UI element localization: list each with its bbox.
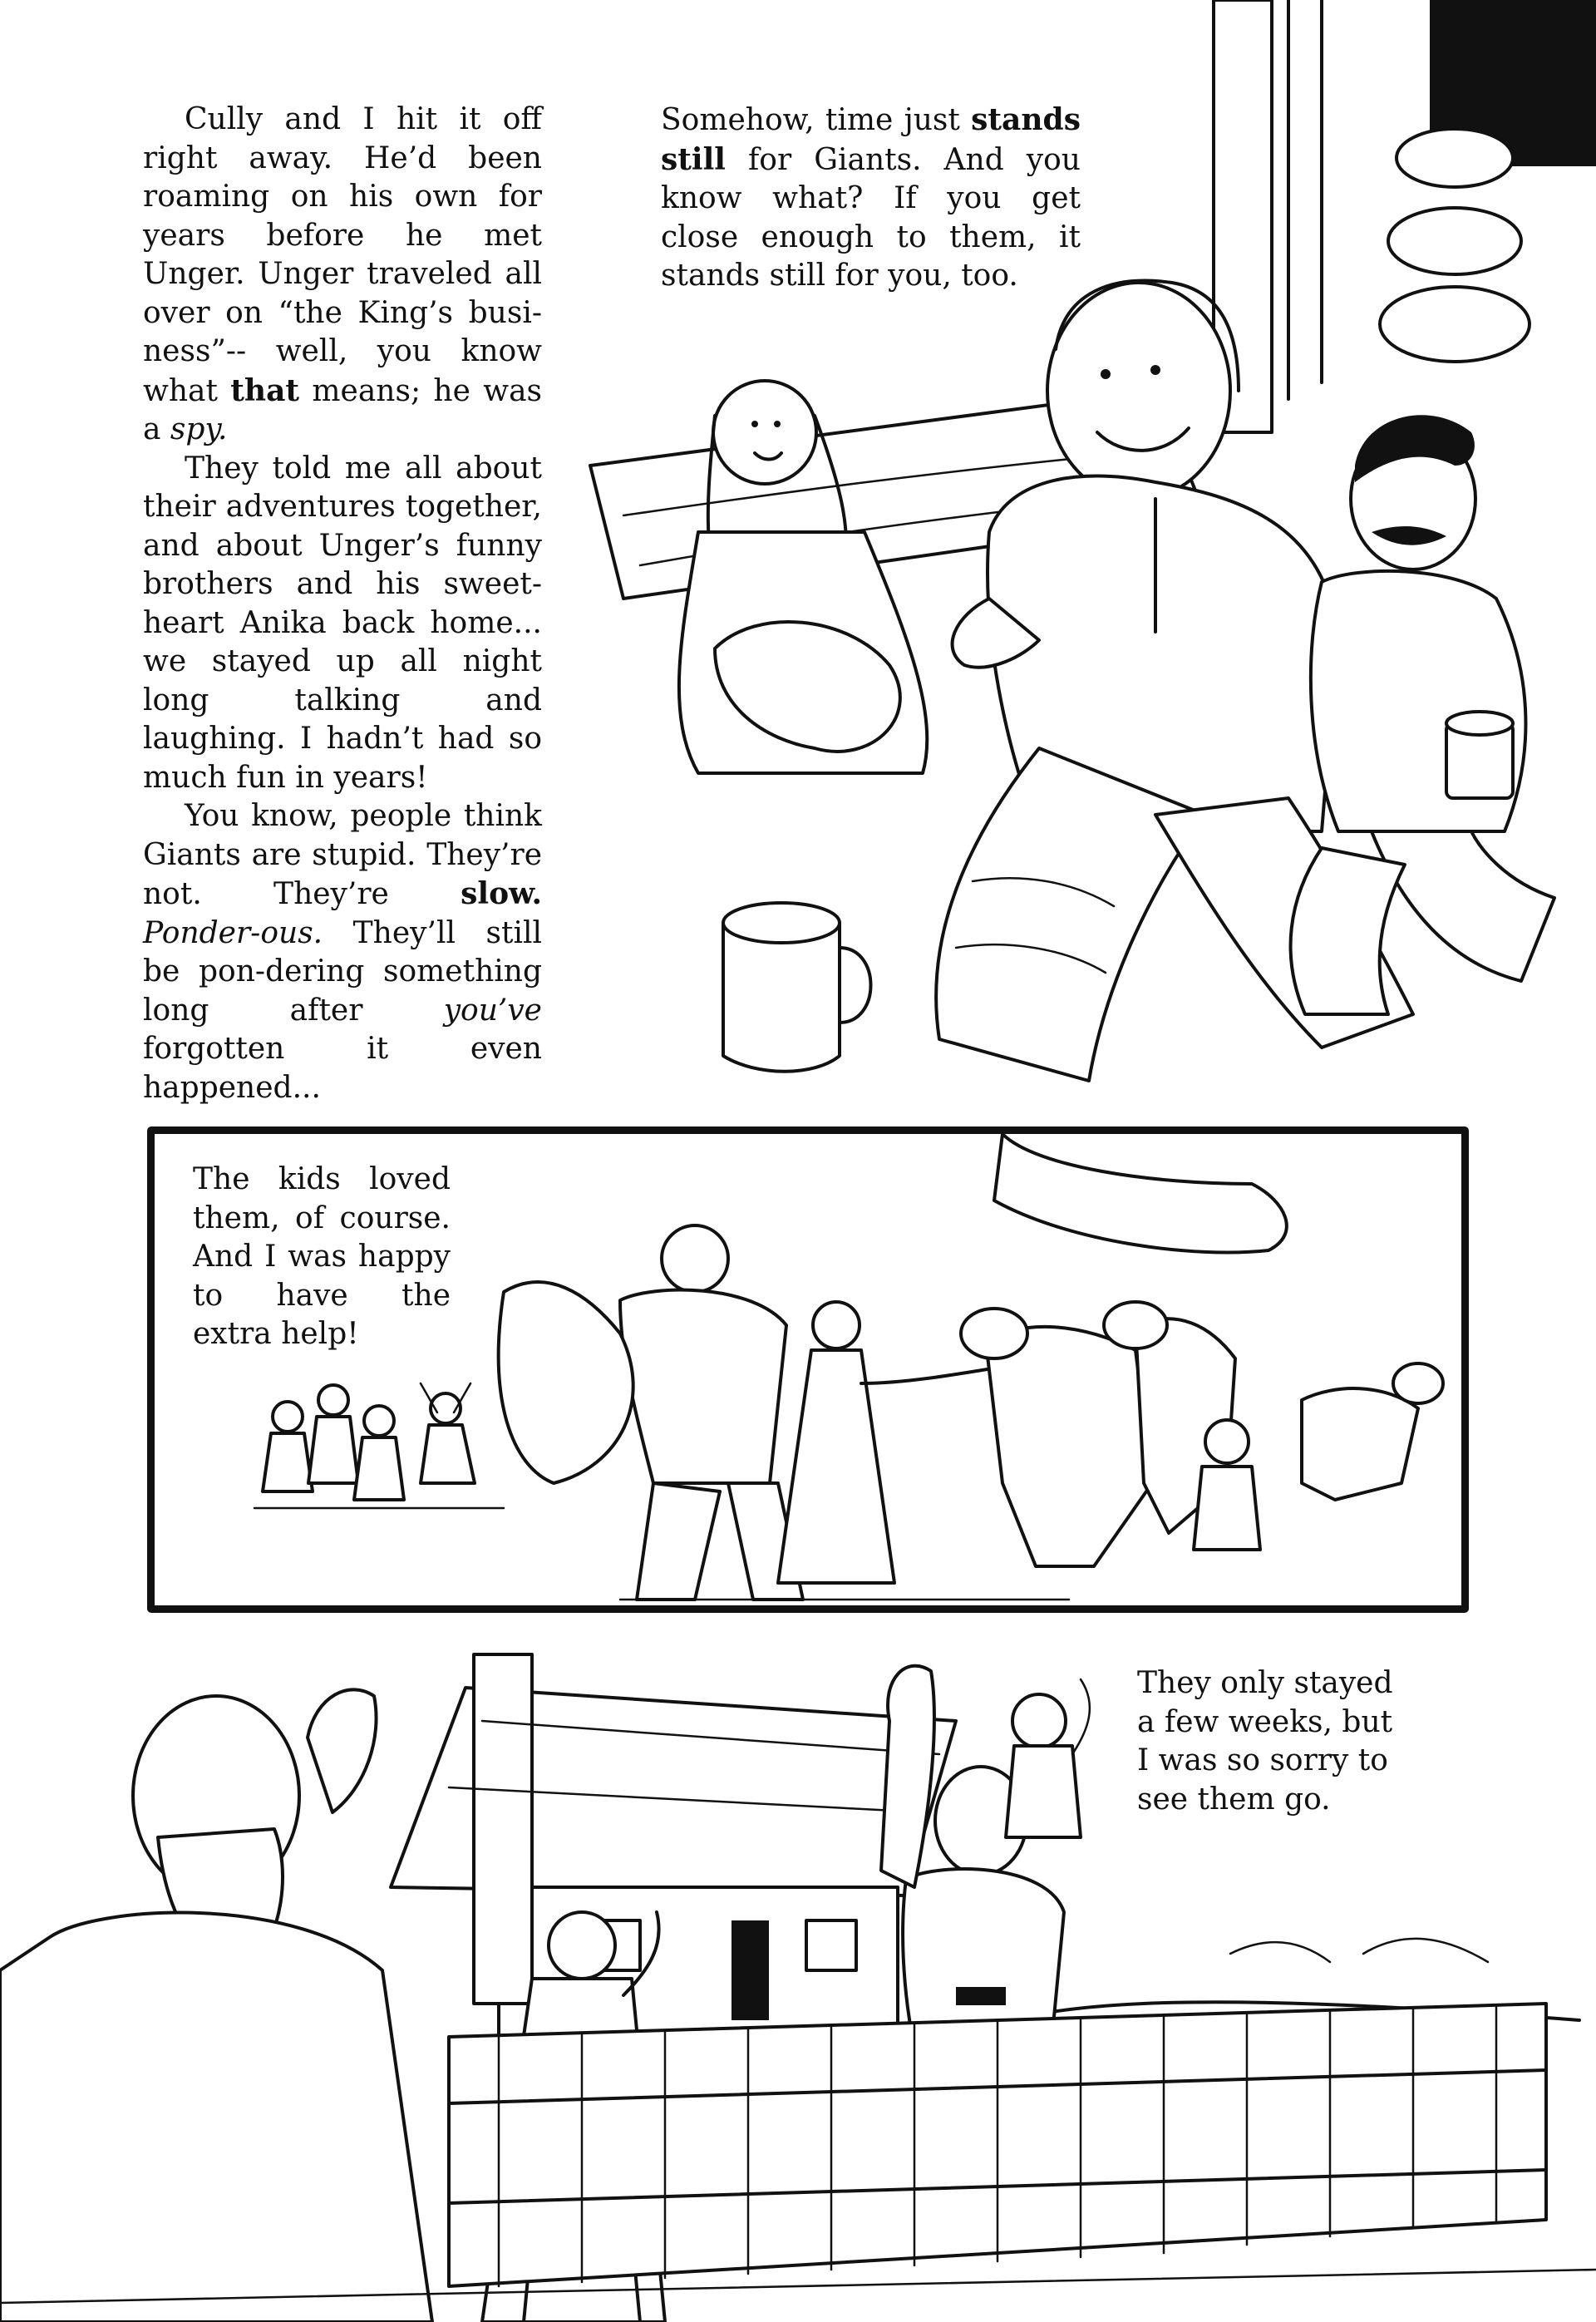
panel-2-frame bbox=[147, 1126, 1469, 1613]
running-kids bbox=[263, 1383, 475, 1500]
text-run: They’ll still be pon-dering something long after bbox=[143, 915, 542, 1028]
caption-kids-loved-them bbox=[193, 1161, 451, 1354]
emphasis-italic: spy. bbox=[170, 412, 228, 446]
emphasis-bold: slow. bbox=[461, 876, 542, 911]
text-run: You know, people think Giants are stupid. They’re not. They’re bbox=[143, 799, 542, 911]
text-run: forgotten it even happened... bbox=[143, 1032, 542, 1105]
emphasis-italic: you’ve bbox=[443, 993, 542, 1028]
text-run: for Giants. And you know what? If you get close enough to them, it stands still for you, too. bbox=[661, 142, 1081, 293]
caption-paragraph-2: They told me all about their adventures together, and about Unger’s funny brothers and his sweet-heart Anika back home... we stayed up all night long talking and laughing. I hadn’t had so much fun in years! bbox=[143, 451, 542, 795]
caption-story-left bbox=[143, 101, 542, 1107]
caption-paragraph bbox=[661, 101, 1081, 296]
emphasis-bold: stands still bbox=[661, 102, 1081, 177]
emphasis-italic: Ponder-ous. bbox=[143, 915, 323, 950]
caption-giants-time bbox=[661, 101, 1081, 296]
caption-paragraph-1 bbox=[143, 101, 542, 450]
caption-paragraph-3 bbox=[143, 797, 542, 1107]
caption-paragraph: The kids loved them, of course. And I was happy to have the extra help! bbox=[193, 1162, 451, 1351]
caption-farewell bbox=[1137, 1664, 1411, 1819]
wooden-fence bbox=[449, 2004, 1546, 2286]
text-run: Cully and I hit it off right away. He’d been roaming on his own for years before he met Unger. Unger traveled all over on “the King’s busi-ness”-- well, you know what bbox=[143, 102, 542, 408]
caption-paragraph: They only stayed a few weeks, but I was so sorry to see them go. bbox=[1137, 1666, 1393, 1817]
text-run: means; he was a bbox=[143, 373, 543, 446]
emphasis-bold: that bbox=[230, 372, 300, 408]
text-run: Somehow, time just bbox=[661, 103, 972, 137]
